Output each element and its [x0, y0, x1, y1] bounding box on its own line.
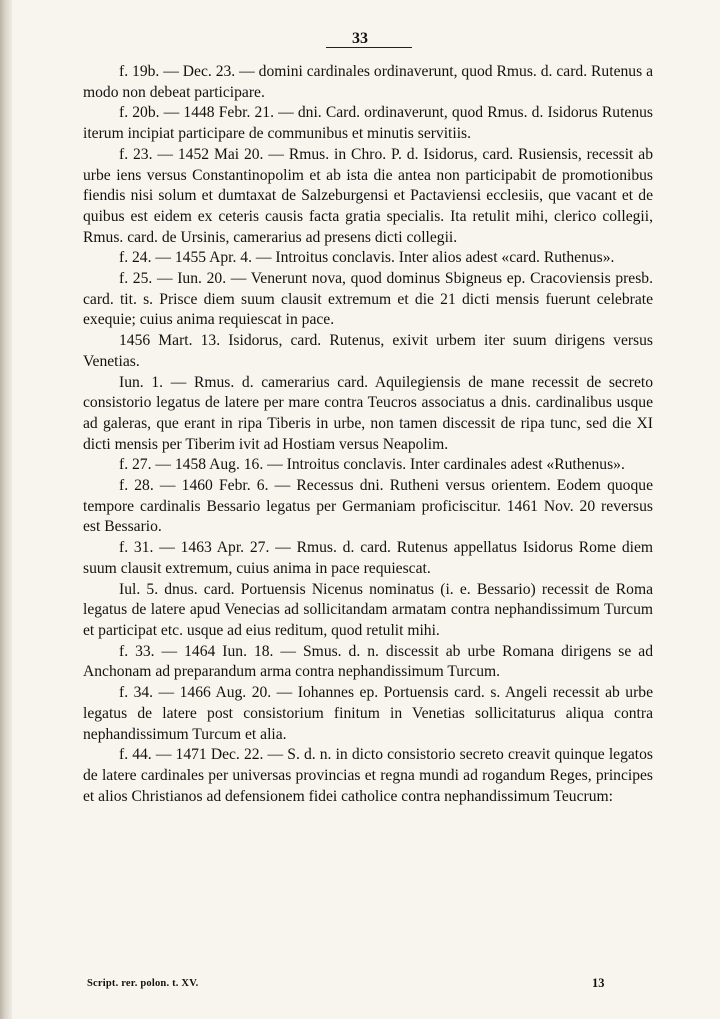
paragraph-f28: f. 28. — 1460 Febr. 6. — Recessus dni. Rutheni versus orientem. Eodem quoque tempore cardinalis Bessario legatus per Germaniam proficiscitur. 1461 Nov. 20 reversus est Bessario.	[83, 477, 653, 536]
header-rule	[326, 47, 412, 48]
paragraph-f25: f. 25. — Iun. 20. — Venerunt nova, quod dominus Sbigneus ep. Cracoviensis presb. card. tit. s. Prisce diem suum clausit extremum et die 21 dicti mensis fuerunt celebrate exequie; cuius anima requiescat in pace.	[83, 270, 653, 329]
body-text	[83, 62, 653, 807]
paragraph-f20b: f. 20b. — 1448 Febr. 21. — dni. Card. ordinaverunt, quod Rmus. d. Isidorus Rutenus iterum incipiat participare de communibus et minutis servitiis.	[83, 104, 653, 143]
footer-signature: 13	[592, 976, 605, 990]
paragraph-f44: f. 44. — 1471 Dec. 22. — S. d. n. in dicto consistorio secreto creavit quinque legatos de latere cardinales per universas provincias et regna mundi ad rogandum Reges, principes et alios Christianos ad defensionem fidei catholice contra nephandissimum Teucrum:	[83, 746, 653, 805]
paragraph-iun-1: Iun. 1. — Rmus. d. camerarius card. Aquilegiensis de mane recessit de secreto consistorio legatus de latere per mare contra Teucros associatus a dnis. cardinalibus usque ad galeras, que erant in ripa Tiberis in urbe, non tamen discessit de ripa tunc, sed die XI dicti mensis per Tiberim ivit ad Hostiam versus Neapolim.	[83, 373, 653, 453]
paragraph-f19b: f. 19b. — Dec. 23. — domini cardinales ordinaverunt, quod Rmus. d. card. Rutenus a modo non debeat participare.	[83, 63, 653, 101]
paragraph-1456-mart: 1456 Mart. 13. Isidorus, card. Rutenus, exivit urbem iter suum dirigens versus Venetias.	[83, 332, 653, 370]
paragraph-f31: f. 31. — 1463 Apr. 27. — Rmus. d. card. Rutenus appellatus Isidorus Rome diem suum clausit extremum, cuius anima in pace requiescat.	[83, 539, 653, 577]
paragraph-f24: f. 24. — 1455 Apr. 4. — Introitus conclavis. Inter alios adest «card. Ruthenus».	[119, 249, 615, 267]
paragraph-f34: f. 34. — 1466 Aug. 20. — Iohannes ep. Portuensis card. s. Angeli recessit ab urbe legatus de latere post consistorium finitum in Venetias sollicitaturus aliqua contra nephandissimum Turcum et alia.	[83, 684, 653, 743]
footer-source: Script. rer. polon. t. XV.	[87, 978, 199, 989]
paragraph-f33: f. 33. — 1464 Iun. 18. — Smus. d. n. discessit ab urbe Romana dirigens se ad Anchonam ad preparandum arma contra nephandissimum Turcum.	[83, 642, 653, 681]
binding-edge	[0, 0, 12, 1019]
paragraph-iul-5: Iul. 5. dnus. card. Portuensis Nicenus nominatus (i. e. Bessario) recessit de Roma legatus de latere apud Venecias ad sollicitandam armatam contra nephandissimum Turcum et participat etc. usque ad eius reditum, quod retulit mihi.	[83, 580, 653, 639]
paragraph-f23: f. 23. — 1452 Mai 20. — Rmus. in Chro. P. d. Isidorus, card. Rusiensis, recessit ab urbe iens versus Constantinopolim et ab ista die antea non participabit de promotionibus fiendis nisi solum et dumtaxat de Salzeburgensi et Pactaviensi ecclesiis, que vacant et de quibus est eidem ex ceteris causis facta gratia specialis. Ita retulit mihi, clerico collegii, Rmus. card. de Ursinis, camerarius ad presens dicti collegii.	[83, 145, 653, 246]
page-number: 33	[352, 30, 368, 47]
paragraph-f27: f. 27. — 1458 Aug. 16. — Introitus conclavis. Inter cardinales adest «Ruthenus».	[119, 456, 625, 474]
